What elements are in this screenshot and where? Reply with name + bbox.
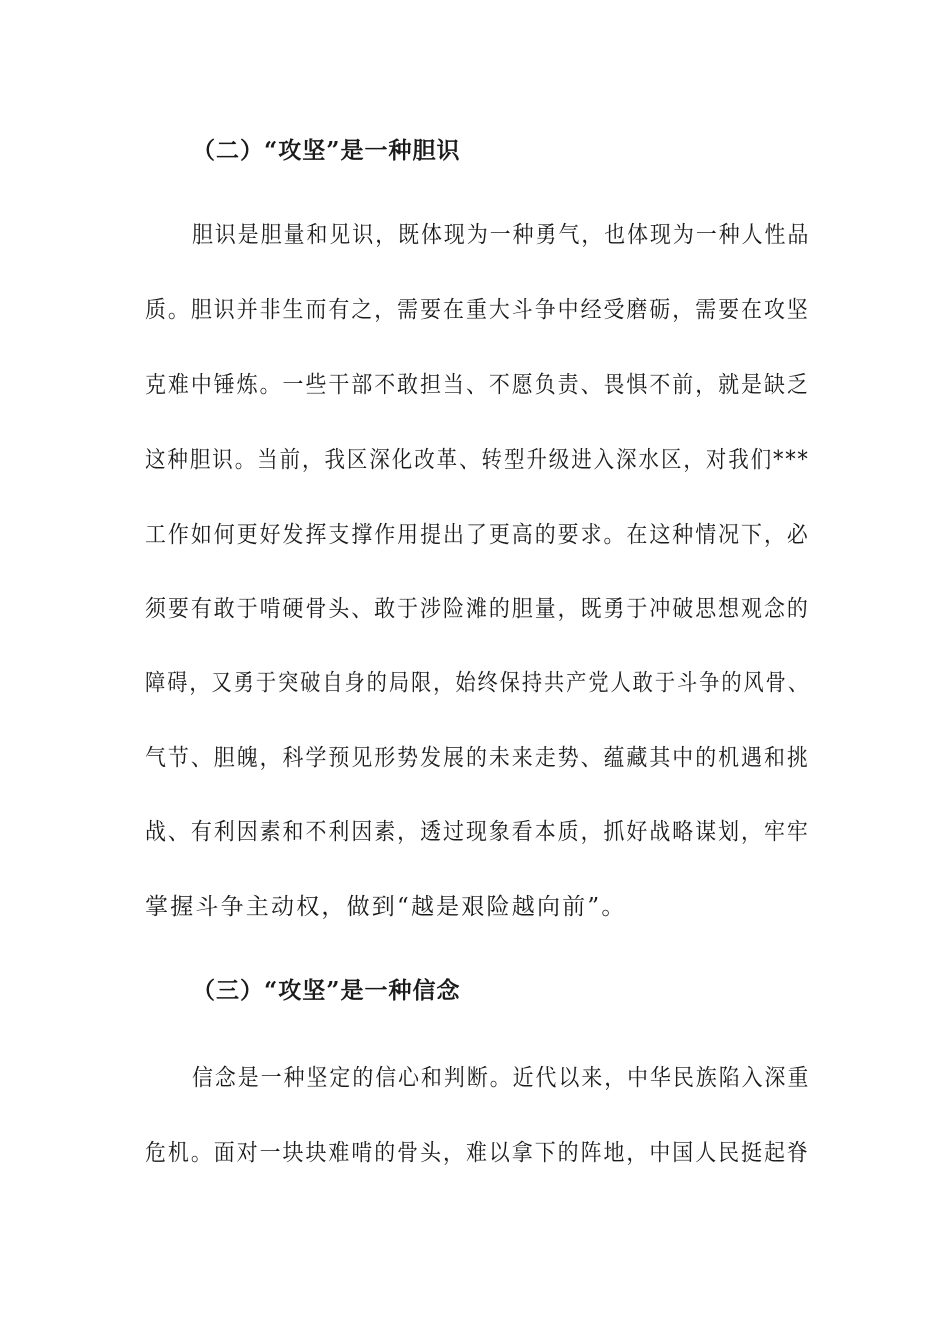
paragraph-line: 须要有敢于啃硬骨头、敢于涉险滩的胆量，既勇于冲破思想观念的 — [145, 596, 810, 622]
paragraph-line: 克难中锤炼。一些干部不敢担当、不愿负责、畏惧不前，就是缺乏 — [145, 372, 810, 398]
paragraph-line: 这种胆识。当前，我区深化改革、转型升级进入深水区，对我们*** — [145, 447, 810, 473]
paragraph-line: 掌握斗争主动权，做到“越是艰险越向前”。 — [145, 894, 627, 920]
paragraph-line: 气节、胆魄，科学预见形势发展的未来走势、蕴藏其中的机遇和挑 — [145, 745, 810, 771]
paragraph-line: 工作如何更好发挥支撑作用提出了更高的要求。在这种情况下，必 — [145, 522, 810, 548]
paragraph-line: 战、有利因素和不利因素，透过现象看本质，抓好战略谋划，牢牢 — [145, 819, 810, 845]
paragraph-line: 质。胆识并非生而有之，需要在重大斗争中经受磨砺，需要在攻坚 — [145, 297, 810, 323]
section-heading-3: （三）“攻坚”是一种信念 — [192, 977, 461, 1004]
paragraph-line: 信念是一种坚定的信心和判断。近代以来，中华民族陷入深重 — [192, 1065, 811, 1091]
paragraph-line: 危机。面对一块块难啃的骨头，难以拿下的阵地，中国人民挺起脊 — [145, 1140, 810, 1166]
section-heading-2: （二）“攻坚”是一种胆识 — [192, 137, 461, 164]
paragraph-line: 障碍，又勇于突破自身的局限，始终保持共产党人敢于斗争的风骨、 — [145, 670, 810, 696]
paragraph-line: 胆识是胆量和见识，既体现为一种勇气，也体现为一种人性品 — [192, 222, 811, 248]
